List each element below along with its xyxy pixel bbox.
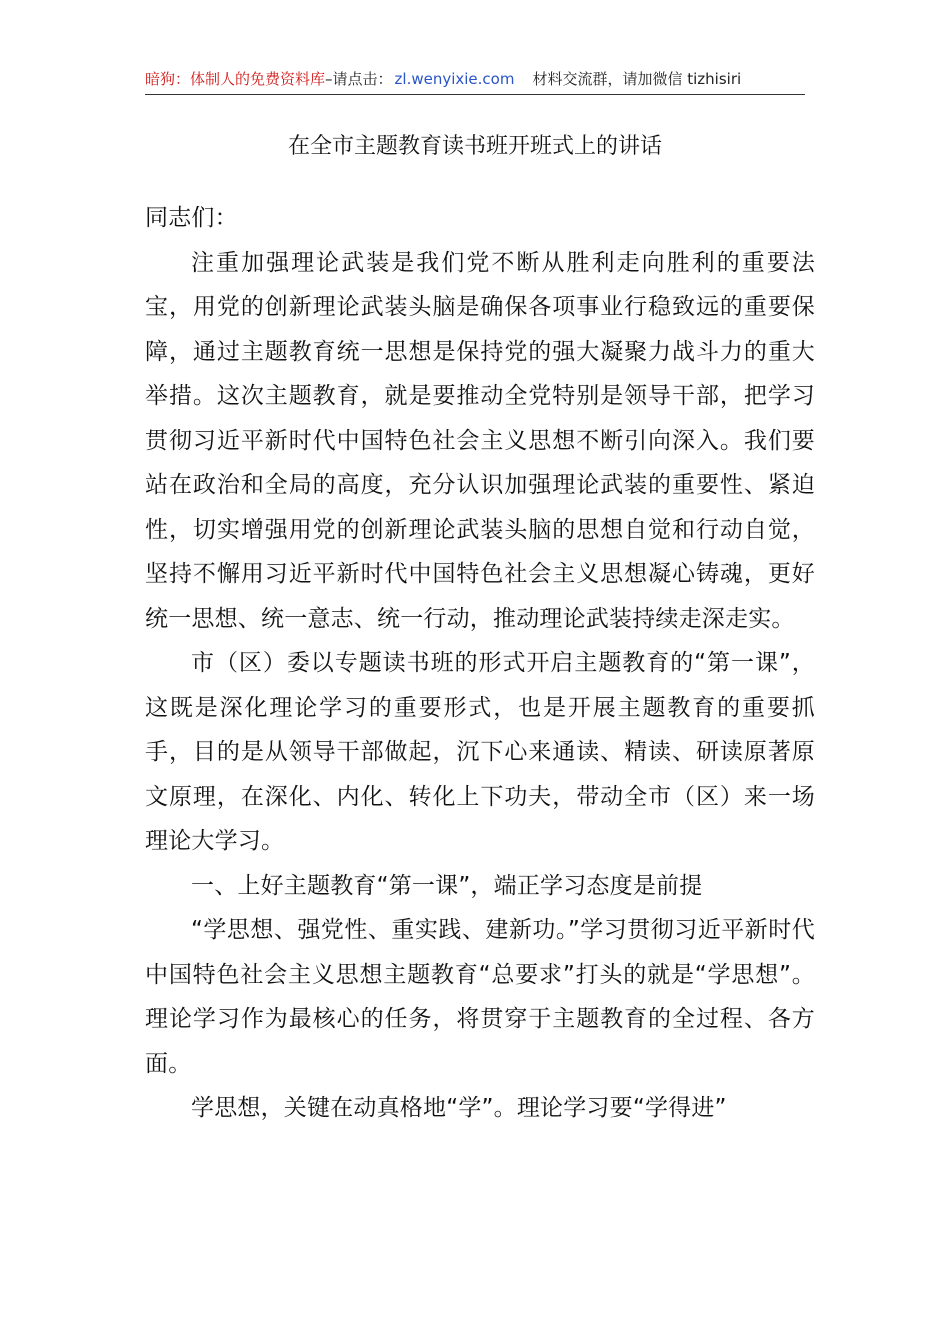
section-heading-1: 一、上好主题教育“第一课”，端正学习态度是前提 [191, 872, 703, 899]
header-contact: 材料交流群，请加微信 tizhisiri [532, 70, 742, 88]
document-body [145, 196, 815, 1131]
header-link[interactable]: zl.wenyixie.com [394, 70, 515, 88]
paragraph-1: 注重加强理论武装是我们党不断从胜利走向胜利的重要法宝，用党的创新理论武装头脑是确保各项事业行稳致远的重要保障，通过主题教育统一思想是保持党的强大凝聚力战斗力的重大举措。这次主题教育，就是要推动全党特别是领导干部，把学习贯彻习近平新时代中国特色社会主义思想不断引向深入。我们要站在政治和全局的高度，充分认识加强理论武装的重要性、紧迫性，切实增强用党的创新理论武装头脑的思想自觉和行动自觉，坚持不懈用习近平新时代中国特色社会主义思想凝心铸魂，更好统一思想、统一意志、统一行动，推动理论武装持续走深走实。 [145, 249, 815, 632]
salutation: 同志们： [145, 205, 238, 231]
document-title: 在全市主题教育读书班开班式上的讲话 [287, 134, 662, 159]
header-prompt: –请点击： [325, 70, 393, 88]
page-header [145, 68, 805, 95]
paragraph-2: 市（区）委以专题读书班的形式开启主题教育的“第一课”，这既是深化理论学习的重要形式，也是开展主题教育的重要抓手，目的是从领导干部做起，沉下心来通读、精读、研读原著原文原理，在深化、内化、转化上下功夫，带动全市（区）来一场理论大学习。 [145, 650, 815, 854]
paragraph-4: 学思想，关键在动真格地“学”。理论学习要“学得进” [191, 1095, 727, 1121]
paragraph-3: “学思想、强党性、重实践、建新功。”学习贯彻习近平新时代中国特色社会主义思想主题教育“总要求”打头的就是“学思想”。理论学习作为最核心的任务，将贯穿于主题教育的全过程、各方面。 [145, 917, 815, 1077]
header-brand: 暗狗：体制人的免费资料库 [145, 70, 326, 88]
